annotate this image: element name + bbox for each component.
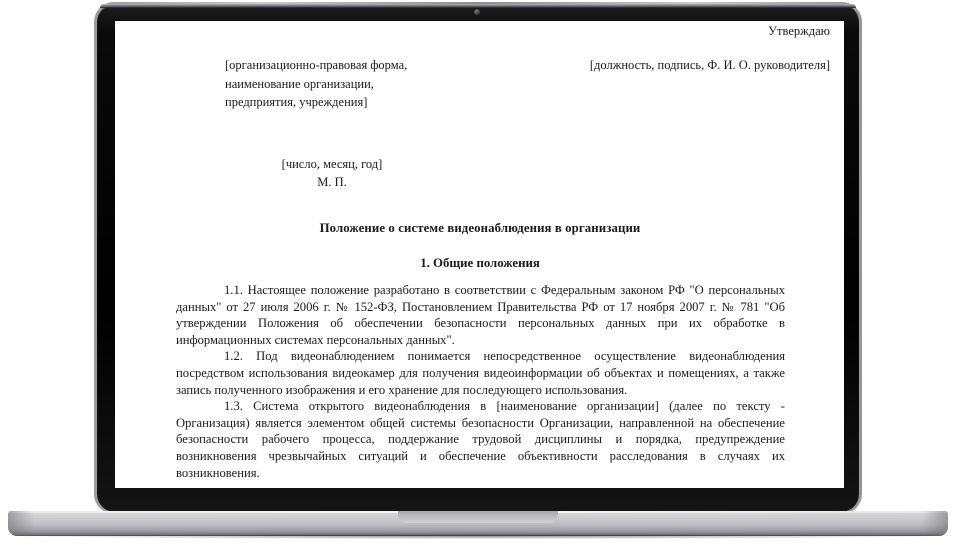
date-placeholder: [число, месяц, год] [281, 157, 383, 171]
laptop-drop-shadow [16, 534, 940, 539]
webcam-icon [474, 9, 480, 15]
laptop-base-right-end [922, 511, 948, 536]
document-title: Положение о системе видеонаблюдения в организации [319, 221, 641, 235]
laptop-screen [115, 21, 844, 488]
approval-label: Утверждаю [768, 24, 830, 38]
section-title: 1. Общие положения [420, 256, 540, 270]
approver-placeholder: [должность, подпись, Ф. И. О. руководителя] [589, 58, 830, 72]
document-page [115, 21, 844, 488]
paragraph-1-2: 1.2. Под видеонаблюдением понимается непосредственное осуществление видеонаблюдения посредством использования видеокамер для получения видеоинформации об объектах и помещениях, а также запись полученного изображения и его хранение для последующего использования. [176, 349, 785, 397]
paragraph-1-1: 1.1. Настоящее положение разработано в соответствии с Федеральным законом РФ "О персональных данных" от 27 июля 2006 г. № 152-ФЗ, Постановлением Правительства РФ от 17 ноября 2007 г. № 781 "Об утверждении Положения об обеспечении безопасности персональных данных при их обработке в информационных системах персональных данных". [176, 283, 785, 347]
laptop-base-left-end [8, 511, 34, 536]
organization-placeholder: [организационно-правовая форма, наименование организации, предприятия, учреждения] [225, 58, 408, 109]
stamp-placeholder: М. П. [317, 175, 347, 189]
document-body [176, 282, 785, 481]
paragraph-1-3: 1.3. Система открытого видеонаблюдения в [наименование организации] (далее по тексту - Организация) является элементом общей системы безопасности Организации, направленной на обеспечение безопасности рабочего процесса, поддержание трудовой дисциплины и порядка, предупреждение возникновения чрезвычайных ситуаций и обеспечение объективности расследования в случаях их возникновения. [176, 399, 785, 480]
laptop-base-notch [398, 511, 558, 523]
laptop-bezel-top-strip [100, 4, 856, 8]
